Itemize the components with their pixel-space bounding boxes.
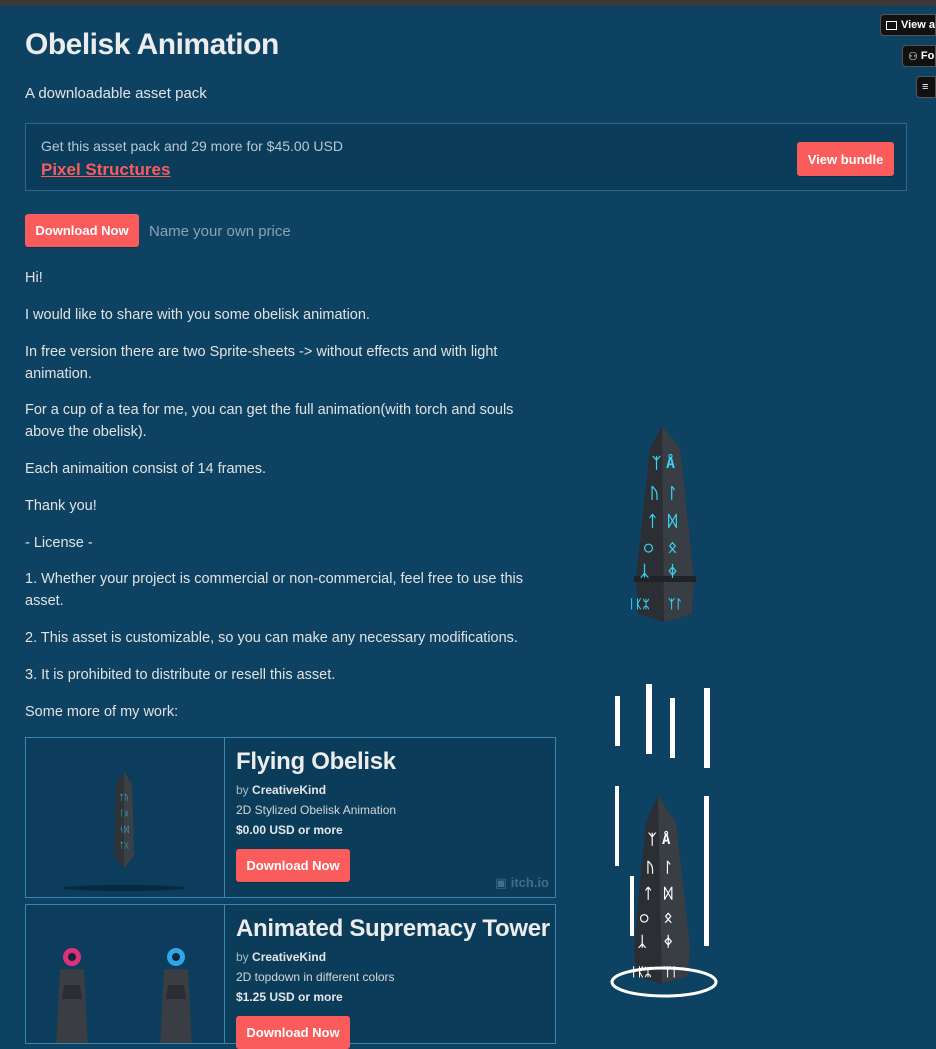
card-thumbnail[interactable] — [26, 738, 225, 897]
card-author-link[interactable]: CreativeKind — [252, 783, 327, 797]
card-author — [236, 783, 326, 797]
view-bundle-button[interactable]: View bundle — [797, 142, 894, 176]
svg-text:ᚾᛞ: ᚾᛞ — [119, 825, 129, 834]
related-game-card[interactable] — [25, 737, 556, 898]
svg-text:ᛞ: ᛞ — [664, 886, 673, 902]
svg-text:ᚢ: ᚢ — [650, 484, 660, 502]
bundle-text: Get this asset pack and 29 more for $45.00 USD — [41, 138, 343, 154]
svg-text:Å: Å — [662, 832, 671, 848]
svg-text:ᛚ: ᛚ — [668, 484, 678, 502]
svg-text:ᛟ: ᛟ — [664, 910, 673, 926]
svg-text:ᛉᛚ: ᛉᛚ — [668, 597, 683, 611]
game-page — [0, 6, 936, 1040]
desc-paragraph: Hi! — [25, 270, 43, 286]
svg-text:ᛉᛚ: ᛉᛚ — [664, 965, 679, 979]
svg-text:○: ○ — [644, 538, 654, 556]
desc-paragraph: I would like to share with you some obelisk animation. — [25, 307, 370, 323]
card-title[interactable]: Animated Supremacy Tower — [236, 915, 550, 942]
desc-paragraph: For a cup of a tea for me, you can get the full animation(with torch and souls above the obelisk). — [25, 402, 514, 440]
card-download-button[interactable]: Download Now — [236, 1016, 350, 1049]
desc-paragraph: Each animaition consist of 14 frames. — [25, 461, 266, 477]
view-all-label: View a — [900, 19, 935, 31]
svg-text:ᛁᛕᛯ: ᛁᛕᛯ — [628, 597, 650, 611]
card-description: 2D Stylized Obelisk Animation — [236, 803, 397, 817]
flying-obelisk-image — [26, 738, 224, 897]
follow-user-icon: ⚇ — [908, 50, 918, 63]
add-to-collection-icon: ≡ — [922, 81, 929, 93]
card-price: $1.25 USD or more — [236, 990, 343, 1004]
obelisk-screenshot[interactable] — [606, 418, 716, 628]
desc-paragraph: In free version there are two Sprite-sheets -> without effects and with light animation. — [25, 344, 498, 382]
desc-paragraph: 3. It is prohibited to distribute or resell this asset. — [25, 667, 336, 683]
supremacy-tower-image — [26, 905, 224, 1043]
card-title[interactable]: Flying Obelisk — [236, 748, 396, 775]
bundle-banner — [25, 123, 907, 191]
price-hint: Name your own price — [149, 223, 291, 240]
card-price: $0.00 USD or more — [236, 823, 343, 837]
svg-text:ᛏ: ᛏ — [648, 512, 658, 530]
card-author — [236, 950, 326, 964]
related-game-card[interactable] — [25, 904, 556, 1044]
desc-paragraph: 1. Whether your project is commercial or non-commercial, feel free to use this asset. — [25, 571, 524, 609]
svg-text:ᛁᛕᛯ: ᛁᛕᛯ — [630, 965, 652, 979]
svg-text:ᛚᛟ: ᛚᛟ — [119, 809, 129, 818]
page-title: Obelisk Animation — [25, 28, 279, 61]
svg-text:ᚢ: ᚢ — [646, 860, 655, 876]
svg-text:ᛞ: ᛞ — [668, 512, 678, 530]
bundle-link[interactable]: Pixel Structures — [41, 160, 171, 179]
desc-paragraph: - License - — [25, 535, 93, 551]
svg-text:ᛣ: ᛣ — [638, 934, 647, 950]
svg-text:ᛟ: ᛟ — [668, 538, 678, 556]
obelisk-souls-screenshot[interactable] — [600, 676, 730, 1006]
svg-text:ᛉᚢ: ᛉᚢ — [119, 793, 129, 802]
svg-text:ᛄ: ᛄ — [664, 934, 673, 950]
add-to-collection-button[interactable] — [916, 76, 936, 98]
follow-label: Fo — [920, 50, 935, 62]
card-by-prefix: by — [236, 783, 249, 797]
view-all-button[interactable] — [880, 14, 936, 36]
svg-text:ᛏ: ᛏ — [644, 886, 653, 902]
watermark-text: itch.io — [510, 875, 549, 890]
page-subtitle: A downloadable asset pack — [25, 85, 207, 102]
card-description: 2D topdown in different colors — [236, 970, 395, 984]
itchio-watermark: ▣ itch.io — [494, 875, 549, 890]
svg-text:ᛏᚷ: ᛏᚷ — [119, 841, 129, 850]
follow-button[interactable] — [902, 45, 936, 67]
download-now-button[interactable]: Download Now — [25, 214, 139, 247]
svg-text:Å: Å — [666, 454, 676, 472]
svg-text:○: ○ — [640, 910, 649, 926]
svg-text:ᛣ: ᛣ — [640, 562, 650, 580]
storefront-icon — [886, 21, 897, 30]
card-download-button[interactable]: Download Now — [236, 849, 350, 882]
svg-text:ᛉ: ᛉ — [652, 454, 662, 472]
card-author-link[interactable]: CreativeKind — [252, 950, 327, 964]
desc-paragraph: Some more of my work: — [25, 704, 179, 720]
card-thumbnail[interactable] — [26, 905, 225, 1043]
card-by-prefix: by — [236, 950, 249, 964]
desc-paragraph: 2. This asset is customizable, so you can make any necessary modifications. — [25, 630, 518, 646]
svg-text:ᛚ: ᛚ — [664, 860, 673, 876]
desc-paragraph: Thank you! — [25, 498, 97, 514]
svg-text:ᛄ: ᛄ — [668, 562, 678, 580]
svg-text:ᛉ: ᛉ — [648, 832, 657, 848]
